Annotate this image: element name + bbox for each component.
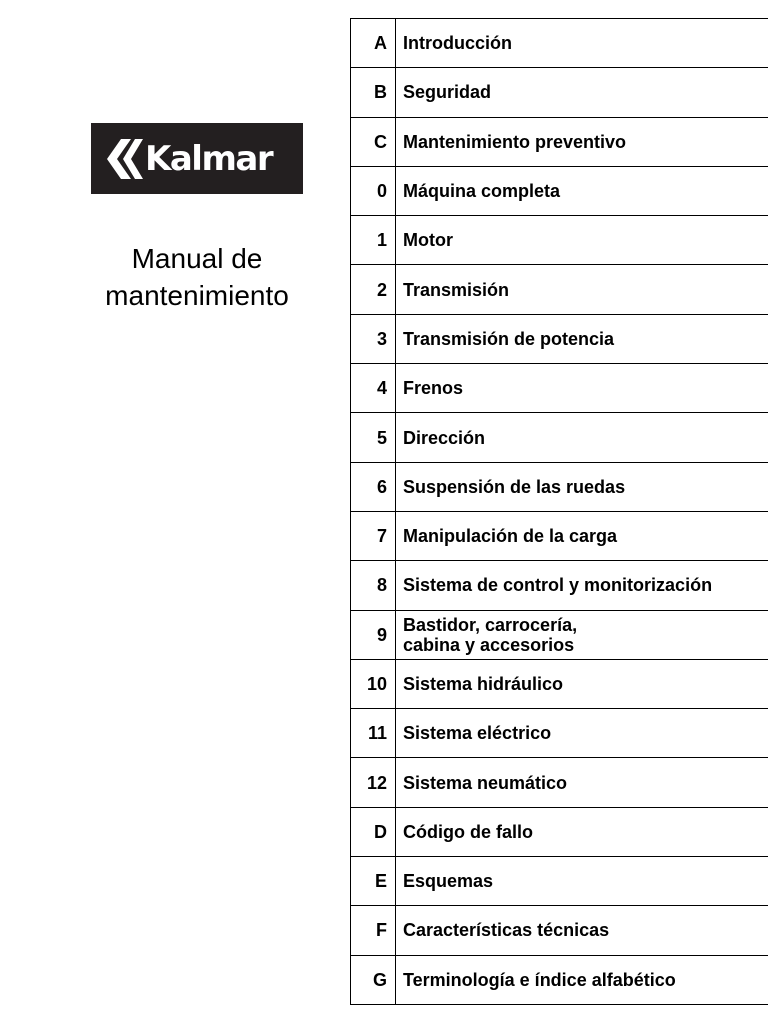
toc-section-code: B <box>351 68 396 117</box>
toc-section-code: 1 <box>351 216 396 265</box>
manual-title <box>70 240 324 314</box>
toc-section-code: A <box>351 19 396 68</box>
toc-section-code: 2 <box>351 265 396 314</box>
toc-row[interactable] <box>351 462 768 511</box>
manual-title-line-1: Manual de <box>131 243 263 274</box>
toc-section-code: C <box>351 117 396 166</box>
toc-section-title[interactable]: Sistema neumático <box>396 758 768 807</box>
toc-row[interactable] <box>351 19 768 68</box>
toc-section-code: F <box>351 906 396 955</box>
toc-section-title[interactable]: Código de fallo <box>396 807 768 856</box>
table-of-contents <box>350 18 768 1005</box>
kalmar-logo <box>91 123 303 194</box>
toc-section-code: E <box>351 857 396 906</box>
toc-row[interactable] <box>351 906 768 955</box>
toc-row[interactable] <box>351 314 768 363</box>
toc-section-title[interactable]: Introducción <box>396 19 768 68</box>
toc-section-title[interactable]: Suspensión de las ruedas <box>396 462 768 511</box>
toc-section-code: 9 <box>351 610 396 659</box>
toc-section-title[interactable]: Frenos <box>396 364 768 413</box>
toc-section-title[interactable]: Manipulación de la carga <box>396 511 768 560</box>
toc-row[interactable] <box>351 413 768 462</box>
manual-title-line-2: mantenimiento <box>105 280 289 311</box>
toc-section-title-line-1: Bastidor, carrocería, <box>403 614 578 635</box>
toc-section-code: 4 <box>351 364 396 413</box>
toc-row[interactable] <box>351 659 768 708</box>
toc-section-code: 5 <box>351 413 396 462</box>
toc-row[interactable] <box>351 265 768 314</box>
toc-section-code: 10 <box>351 659 396 708</box>
toc-section-title[interactable] <box>396 610 768 659</box>
toc-section-title[interactable]: Sistema de control y monitorización <box>396 561 768 610</box>
toc-row[interactable] <box>351 709 768 758</box>
toc-section-title[interactable]: Transmisión <box>396 265 768 314</box>
toc-row[interactable] <box>351 511 768 560</box>
toc-section-code: 6 <box>351 462 396 511</box>
toc-section-title[interactable]: Características técnicas <box>396 906 768 955</box>
toc-section-code: 12 <box>351 758 396 807</box>
toc-section-title[interactable]: Dirección <box>396 413 768 462</box>
toc-section-code: 7 <box>351 511 396 560</box>
toc-section-title[interactable]: Terminología e índice alfabético <box>396 955 768 1004</box>
toc-row[interactable] <box>351 857 768 906</box>
toc-section-code: 8 <box>351 561 396 610</box>
toc-section-title[interactable]: Sistema eléctrico <box>396 709 768 758</box>
toc-section-code: 0 <box>351 166 396 215</box>
toc-section-code: G <box>351 955 396 1004</box>
kalmar-chevron-icon <box>105 137 145 181</box>
toc-row[interactable] <box>351 610 768 659</box>
toc-row[interactable] <box>351 166 768 215</box>
toc-section-code: 11 <box>351 709 396 758</box>
toc-section-code: D <box>351 807 396 856</box>
toc-row[interactable] <box>351 68 768 117</box>
toc-section-code: 3 <box>351 314 396 363</box>
toc-row[interactable] <box>351 955 768 1004</box>
logo-wordmark: Kalmar <box>145 138 273 179</box>
toc-row[interactable] <box>351 364 768 413</box>
toc-row[interactable] <box>351 758 768 807</box>
toc-section-title[interactable]: Transmisión de potencia <box>396 314 768 363</box>
toc-section-title[interactable]: Motor <box>396 216 768 265</box>
toc-section-title-line-2: cabina y accesorios <box>403 634 575 655</box>
toc-row[interactable] <box>351 117 768 166</box>
toc-section-title[interactable]: Sistema hidráulico <box>396 659 768 708</box>
toc-row[interactable] <box>351 216 768 265</box>
toc-section-title[interactable]: Mantenimiento preventivo <box>396 117 768 166</box>
toc-section-title[interactable]: Seguridad <box>396 68 768 117</box>
toc-section-title[interactable]: Máquina completa <box>396 166 768 215</box>
toc-row[interactable] <box>351 561 768 610</box>
toc-section-title[interactable]: Esquemas <box>396 857 768 906</box>
toc-row[interactable] <box>351 807 768 856</box>
